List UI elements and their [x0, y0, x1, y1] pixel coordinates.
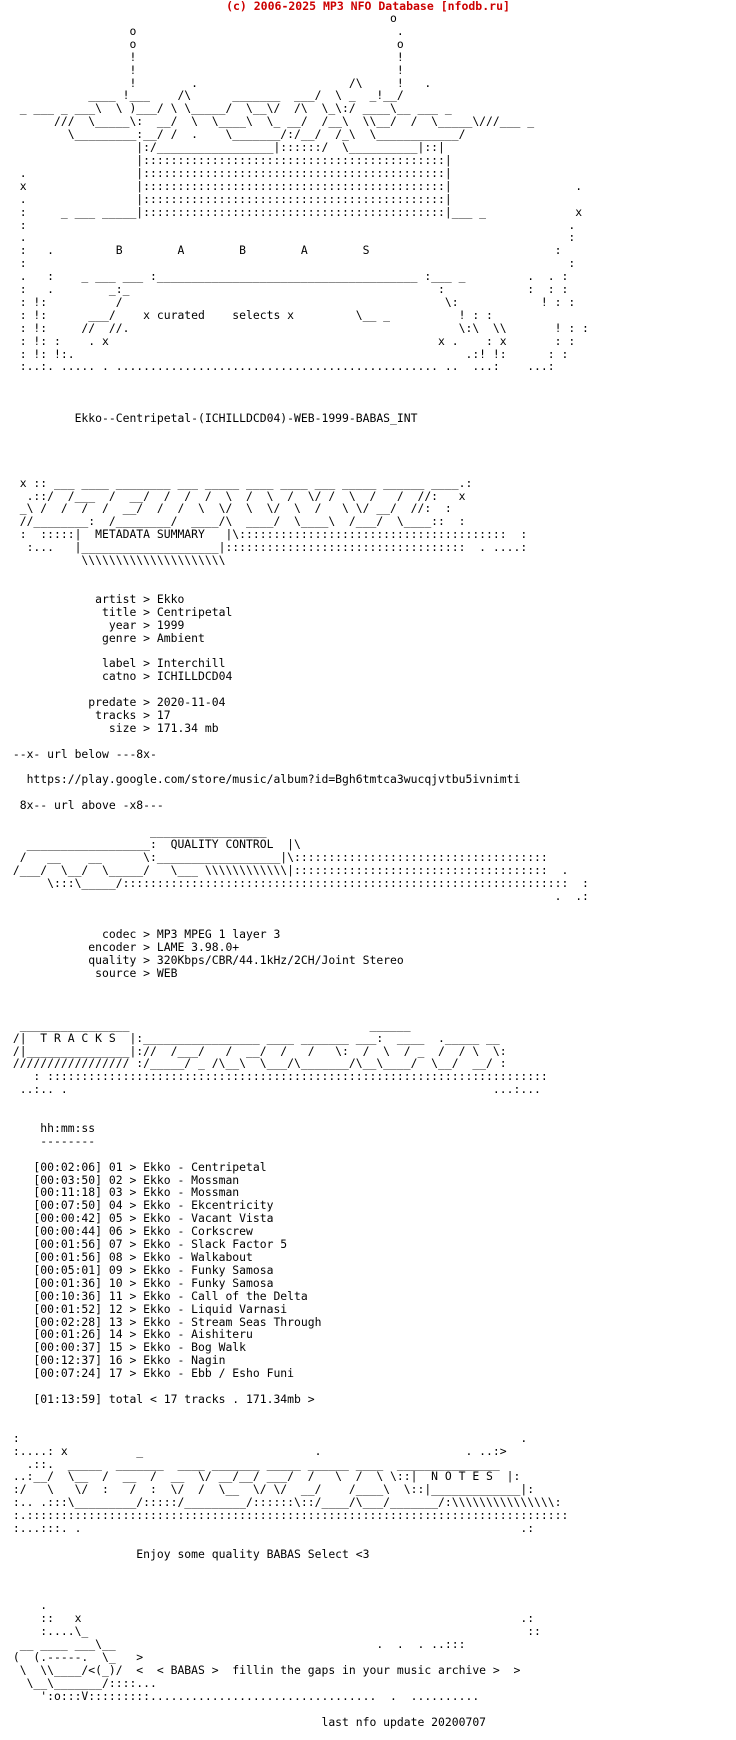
nfo-line: https://play.google.com/store/music/album?id=Bgh6tmtca3wucqjvtbu5ivnimti	[6, 772, 521, 787]
nfo-line: .::/ /___ / __/ / / / \ / \ / \/ / \ / / //: x	[6, 488, 466, 503]
nfo-line: :....: x _ . . ..:>	[6, 1443, 507, 1458]
nfo-line: quality > 320Kbps/CBR/44.1kHz/2CH/Joint Stereo	[6, 953, 404, 968]
nfo-text-body	[6, 12, 734, 1738]
nfo-line: [00:00:37] 15 > Ekko - Bog Walk	[6, 1340, 247, 1355]
nfo-line: . .:	[6, 888, 589, 903]
nfo-line: tracks > 17	[6, 707, 171, 722]
nfo-line: :/ \ \/ : / : \/ / \__ \/ \/ __/ /____\ \::|_____________|:	[6, 1482, 535, 1497]
nfo-line: \_________:__/ / . \_______/:/__/ /_\ \____________/	[6, 127, 466, 142]
nfo-line: ________________ ______	[6, 1017, 411, 1032]
nfo-line: |:/_________________|::::::/ \__________|::|	[6, 140, 445, 155]
nfo-line: --------	[6, 1133, 96, 1148]
nfo-line: \:::\_____/::::::::::::::::::::::::::::::::::::::::::::::::::::::::::::::::: :	[6, 875, 589, 890]
nfo-line: codec > MP3 MPEG 1 layer 3	[6, 927, 281, 942]
nfo-line: x :: ___ ____ ________ ___ _____ ____ ____ ___ _____ ______ ____.:	[6, 475, 473, 490]
nfo-line: artist > Ekko	[6, 591, 185, 606]
nfo-line: _ ___ _ ___\ \ )___/ \ \_____/ \__\/ /\ \_\:/ ____\__ ___ _	[6, 101, 452, 116]
nfo-line: _________________	[6, 824, 267, 839]
nfo-line: o o	[6, 36, 404, 51]
nfo-line: [00:01:26] 14 > Ekko - Aishiteru	[6, 1327, 253, 1342]
nfo-line: [00:11:18] 03 > Ekko - Mossman	[6, 1185, 240, 1200]
nfo-line: [00:01:52] 12 > Ekko - Liquid Varnasi	[6, 1301, 288, 1316]
nfo-line: . |::::::::::::::::::::::::::::::::::::::::::::|	[6, 165, 452, 180]
nfo-line: [00:01:56] 07 > Ekko - Slack Factor 5	[6, 1237, 288, 1252]
nfo-line: [00:07:24] 17 > Ekko - Ebb / Esho Funi	[6, 1366, 295, 1381]
nfo-line: [01:13:59] total < 17 tracks . 171.34mb >	[6, 1391, 315, 1406]
nfo-line: ..:__/ \__ / __ / __ \/ __/__/ ___/ / \ / \ \::| N O T E S |:	[6, 1469, 521, 1484]
nfo-line: . :	[6, 230, 576, 245]
nfo-line: :: x .:	[6, 1611, 535, 1626]
nfo-line: Enjoy some quality BABAS Select <3	[6, 1546, 370, 1561]
nfo-line: |::::::::::::::::::::::::::::::::::::::::::::|	[6, 152, 452, 167]
nfo-line: ( (.-----. \_ >	[6, 1650, 144, 1665]
nfo-line: year > 1999	[6, 617, 185, 632]
nfo-line: --x- url below ---8x-	[6, 746, 157, 761]
nfo-line: _\ / / / / __/ / / \ \/ \ \/ \ / \ \/ __/ //: :	[6, 501, 452, 516]
nfo-line: 8x-- url above -x8---	[6, 798, 164, 813]
nfo-line: label > Interchill	[6, 656, 226, 671]
nfo-line: : :	[6, 256, 576, 271]
nfo-line: : !: : . x x . : x : :	[6, 333, 576, 348]
nfo-line: : . _:_ : : : :	[6, 282, 569, 297]
nfo-line: __ ____ ___\__ . . . ..:::	[6, 1637, 466, 1652]
nfo-line: / __ __ \:__________________|\:::::::::::::::::::::::::::::::::::::	[6, 849, 548, 864]
nfo-line: \ \\____/<(_)/ < < BABAS > fillin the gaps in your music archive > >	[6, 1663, 521, 1677]
nfo-line: : _ ___ _____|::::::::::::::::::::::::::::::::::::::::::::|___ _ x	[6, 204, 583, 219]
nfo-line: .	[6, 1598, 48, 1613]
site-credit-header: (c) 2006-2025 MP3 NFO Database [nfodb.ru]	[226, 0, 510, 13]
nfo-line: :....\_ ::	[6, 1624, 541, 1639]
nfo-line: [00:02:06] 01 > Ekko - Centripetal	[6, 1159, 267, 1174]
nfo-line: : .	[6, 217, 576, 232]
nfo-line: [00:05:01] 09 > Ekko - Funky Samosa	[6, 1262, 274, 1277]
nfo-line: o .	[6, 23, 404, 38]
nfo-line: genre > Ambient	[6, 630, 205, 645]
nfo-line: hh:mm:ss	[6, 1120, 96, 1135]
nfo-line: x |::::::::::::::::::::::::::::::::::::::::::::| .	[6, 178, 583, 193]
nfo-line: [00:03:50] 02 > Ekko - Mossman	[6, 1172, 240, 1187]
nfo-line: :..:. ..... . ............................................... .. ...: ...:	[6, 359, 555, 374]
nfo-line: __________________: QUALITY CONTROL |\	[6, 837, 301, 851]
nfo-line: : !: !:. .:! !: : :	[6, 346, 569, 361]
nfo-line: Ekko--Centripetal-(ICHILLDCD04)-WEB-1999-BABAS_INT	[6, 411, 418, 426]
nfo-line: /| T R A C K S |:_________________ ____ _______ ___: ____ ._____ __	[6, 1030, 500, 1045]
nfo-line: [00:07:50] 04 > Ekko - Ekcentricity	[6, 1198, 274, 1213]
nfo-line: /// \_____\: __/ \ \____\ \_ __/ /__\ \\__/ / \_____\///___ _	[6, 114, 535, 129]
nfo-line: [00:02:28] 13 > Ekko - Stream Seas Through	[6, 1314, 322, 1329]
nfo-line: title > Centripetal	[6, 604, 233, 619]
nfo-line: :.. .:::\_________/:::::/_________/::::::\::/____/\___/_______/:\\\\\\\\\\\\\\\:	[6, 1495, 562, 1510]
nfo-line: [00:12:37] 16 > Ekko - Nagin	[6, 1353, 226, 1368]
nfo-line: source > WEB	[6, 966, 178, 981]
nfo-line: size > 171.34 mb	[6, 720, 219, 735]
nfo-line: predate > 2020-11-04	[6, 695, 226, 710]
nfo-line: ///////////////// :/_____/ _ /\__\ \___/\_______/\__\____/ \__/ __/ :	[6, 1056, 507, 1071]
nfo-line: /|_______________|:// /___/ / __/ / / \: / \ / _ / / \ \:	[6, 1043, 507, 1058]
nfo-line: . |::::::::::::::::::::::::::::::::::::::::::::|	[6, 191, 452, 206]
nfo-line: : :::::| METADATA SUMMARY |\::::::::::::::::::::::::::::::::::::::: :	[6, 527, 528, 542]
nfo-line: \\\\\\\\\\\\\\\\\\\\\	[6, 553, 226, 568]
nfo-line: \__\_______/::::...	[6, 1675, 157, 1690]
nfo-line: .::. _____ _______ ____ _______ _____ ______ ____ _______________	[6, 1456, 500, 1471]
nfo-line: :... |____________________|::::::::::::::::::::::::::::::::::: . ....:	[6, 540, 528, 555]
nfo-line: : !: // //. \:\ \\ ! : :	[6, 320, 589, 335]
nfo-line: //________: /________/ ____/\ ____/ \____\ /___/ \____:: :	[6, 514, 466, 529]
nfo-line: [00:10:36] 11 > Ekko - Call of the Delta	[6, 1288, 308, 1303]
nfo-line: : .	[6, 1430, 528, 1445]
nfo-line: :...:::. . .:	[6, 1521, 535, 1536]
nfo-line: [00:01:56] 08 > Ekko - Walkabout	[6, 1250, 253, 1264]
nfo-line: ! !	[6, 62, 404, 77]
nfo-line: : :::::::::::::::::::::::::::::::::::::::::::::::::::::::::::::::::::::::::	[6, 1069, 548, 1084]
nfo-line: [00:00:44] 06 > Ekko - Corkscrew	[6, 1224, 253, 1239]
nfo-line: encoder > LAME 3.98.0+	[6, 940, 240, 955]
nfo-line: :.:::::::::::::::::::::::::::::::::::::::::::::::::::::::::::::::::::::::::::::::	[6, 1508, 569, 1523]
nfo-line: /___/ \__/ \_____/ \___ \\\\\\\\\\\\|::::::::::::::::::::::::::::::::::::: .	[6, 862, 569, 877]
nfo-line: o	[6, 12, 397, 25]
nfo-line: ____ !___ /\ _______ ___/ \ _ _!__/	[6, 88, 404, 103]
nfo-line: : !: / \: ! : :	[6, 294, 576, 309]
nfo-line: . : _ ___ ___ :______________________________________ :___ _ . . :	[6, 269, 569, 284]
nfo-line: last nfo update 20200707	[6, 1714, 487, 1729]
nfo-line: : . B A B A S :	[6, 243, 562, 258]
nfo-line: ! !	[6, 49, 404, 64]
nfo-line: ..:.. . ...:...	[6, 1082, 541, 1097]
nfo-line: [00:01:36] 10 > Ekko - Funky Samosa	[6, 1275, 274, 1290]
nfo-line: ':o:::V:::::::::................................. . ..........	[6, 1688, 480, 1703]
nfo-line: ! . /\ ! .	[6, 75, 432, 90]
nfo-line: : !: ___/ x curated selects x \__ _ ! : :	[6, 307, 493, 322]
nfo-line: [00:00:42] 05 > Ekko - Vacant Vista	[6, 1211, 274, 1226]
nfo-line: catno > ICHILLDCD04	[6, 669, 233, 684]
